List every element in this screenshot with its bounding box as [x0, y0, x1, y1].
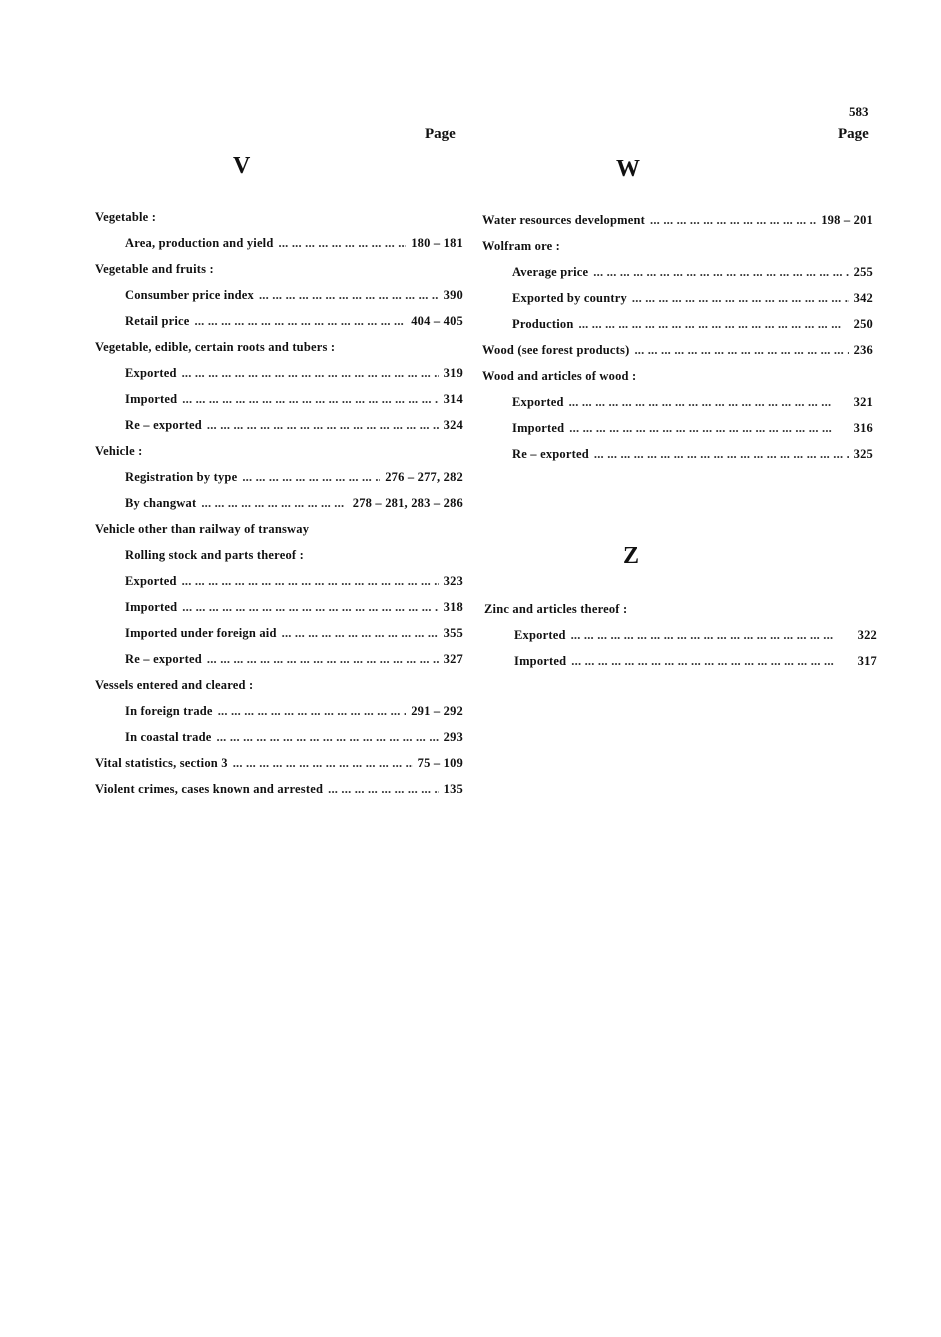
right-page-header: Page: [838, 126, 869, 142]
index-entry-page: 316: [853, 421, 873, 435]
index-entry: [482, 343, 873, 363]
index-entry-label: Retail price: [125, 314, 190, 328]
index-entry-label: Consumber price index: [125, 288, 254, 302]
index-entry: [125, 418, 463, 438]
index-entry-label: Exported: [125, 574, 177, 588]
index-entry-label: Production: [512, 317, 574, 331]
dot-leader: [634, 343, 848, 358]
dot-leader: [218, 704, 407, 719]
index-entry-label: Registration by type: [125, 470, 238, 484]
index-entry-page: 318: [443, 600, 463, 614]
index-entry-page: 342: [853, 291, 873, 305]
dot-leader: [207, 418, 439, 433]
index-entry-page: 255: [853, 265, 873, 279]
index-entry-label: By changwat: [125, 496, 197, 510]
index-entry-label: Rolling stock and parts thereof :: [125, 548, 304, 562]
index-entry: [95, 262, 463, 282]
index-entry: [482, 369, 873, 389]
index-entry-page: 355: [443, 626, 463, 640]
index-entry: [512, 265, 873, 285]
index-entry: [95, 522, 463, 542]
index-entry: [125, 366, 463, 386]
index-entry-label: Imported: [512, 421, 565, 435]
index-entry: [95, 782, 463, 802]
index-entry: [125, 652, 463, 672]
index-entry: [512, 317, 873, 337]
dot-leader: [233, 756, 413, 771]
index-entry: [125, 704, 463, 724]
index-entry-label: Wolfram ore :: [482, 239, 561, 253]
index-entry-label: Vegetable :: [95, 210, 157, 224]
dot-leader: [279, 236, 407, 251]
index-entry-page: 404 – 405: [411, 314, 463, 328]
index-entry-page: 135: [443, 782, 463, 796]
index-entry-label: Vegetable, edible, certain roots and tubers :: [95, 340, 336, 354]
index-entry: [125, 496, 463, 516]
index-entry: [512, 395, 873, 415]
index-entry: [125, 548, 463, 568]
index-entry-page: 321: [853, 395, 873, 409]
dot-leader: [632, 291, 849, 306]
index-entry-page: 319: [443, 366, 463, 380]
index-entry-page: 322: [857, 628, 877, 642]
dot-leader: [182, 392, 438, 407]
index-entry: [482, 239, 873, 259]
index-entry-page: 276 – 277, 282: [385, 470, 463, 484]
index-entry-label: Imported: [125, 600, 178, 614]
index-entry: [512, 421, 873, 441]
index-entry: [514, 654, 877, 674]
index-entry-label: Average price: [512, 265, 589, 279]
dot-leader: [182, 574, 439, 589]
index-entry: [95, 340, 463, 360]
index-entry: [95, 756, 463, 776]
index-entry-page: 198 – 201: [821, 213, 873, 227]
index-entry: [512, 291, 873, 311]
index-entry-label: Vehicle other than railway of transway: [95, 522, 310, 536]
index-entry: [125, 600, 463, 620]
index-entry: [482, 213, 873, 233]
page-number: 583: [849, 104, 869, 119]
index-entry: [125, 314, 463, 334]
index-entry-page: 250: [853, 317, 873, 331]
index-entry-label: Re – exported: [125, 418, 202, 432]
index-entry-page: 291 – 292: [411, 704, 463, 718]
dot-leader: [259, 288, 439, 303]
dot-leader: [242, 470, 380, 485]
index-entry-label: In coastal trade: [125, 730, 212, 744]
index-entry-label: Re – exported: [512, 447, 589, 461]
index-entry-label: Exported by country: [512, 291, 627, 305]
index-entry-label: Vital statistics, section 3: [95, 756, 228, 770]
index-entry: [512, 447, 873, 467]
dot-leader: [182, 600, 438, 615]
index-entry: [95, 210, 463, 230]
index-entry: [484, 602, 877, 622]
index-entry-page: 324: [443, 418, 463, 432]
section-letter-w: W: [616, 156, 640, 182]
index-entry-label: Imported: [514, 654, 567, 668]
dot-leader: [594, 447, 849, 462]
index-entry-label: Exported: [514, 628, 566, 642]
index-entry: [95, 678, 463, 698]
dot-leader: [571, 628, 853, 643]
index-entry: [125, 288, 463, 308]
section-letter-z: Z: [623, 543, 640, 569]
index-entry: [125, 470, 463, 490]
index-entry: [514, 628, 877, 648]
dot-leader: [195, 314, 407, 329]
index-entry: [125, 626, 463, 646]
index-entry-label: Imported: [125, 392, 178, 406]
index-entry-page: 236: [853, 343, 873, 357]
dot-leader: [207, 652, 439, 667]
dot-leader: [328, 782, 439, 797]
dot-leader: [569, 421, 848, 436]
index-entry-page: 180 – 181: [411, 236, 463, 250]
index-entry-label: Vehicle :: [95, 444, 143, 458]
index-entry: [125, 392, 463, 412]
index-entry-label: Area, production and yield: [125, 236, 274, 250]
index-entry-page: 390: [443, 288, 463, 302]
index-entry-label: Violent crimes, cases known and arrested: [95, 782, 324, 796]
index-entry-label: Re – exported: [125, 652, 202, 666]
dot-leader: [201, 496, 347, 511]
index-entry-page: 278 – 281, 283 – 286: [352, 496, 463, 510]
dot-leader: [282, 626, 439, 641]
dot-leader: [569, 395, 849, 410]
index-entry-label: Imported under foreign aid: [125, 626, 277, 640]
index-entry: [95, 444, 463, 464]
index-entry-label: Exported: [125, 366, 177, 380]
dot-leader: [182, 366, 439, 381]
index-entry-page: 293: [443, 730, 463, 744]
dot-leader: [650, 213, 816, 228]
index-entry-label: Wood (see forest products): [482, 343, 630, 357]
dot-leader: [593, 265, 848, 280]
index-entry: [125, 730, 463, 750]
index-entry-page: 317: [857, 654, 877, 668]
index-entry: [125, 574, 463, 594]
dot-leader: [217, 730, 439, 745]
index-entry-page: 314: [443, 392, 463, 406]
index-entry-label: Water resources development: [482, 213, 646, 227]
index-entry-label: Zinc and articles thereof :: [484, 602, 628, 616]
section-letter-v: V: [233, 153, 251, 179]
index-entry-label: In foreign trade: [125, 704, 213, 718]
index-entry-label: Vegetable and fruits :: [95, 262, 214, 276]
index-entry-label: Wood and articles of wood :: [482, 369, 637, 383]
left-page-header: Page: [425, 126, 456, 142]
index-entry-label: Vessels entered and cleared :: [95, 678, 254, 692]
index-entry-page: 323: [443, 574, 463, 588]
index-entry-page: 75 – 109: [417, 756, 463, 770]
index-entry-page: 325: [853, 447, 873, 461]
dot-leader: [571, 654, 852, 669]
index-entry: [125, 236, 463, 256]
index-entry-label: Exported: [512, 395, 564, 409]
dot-leader: [579, 317, 849, 332]
index-entry-page: 327: [443, 652, 463, 666]
